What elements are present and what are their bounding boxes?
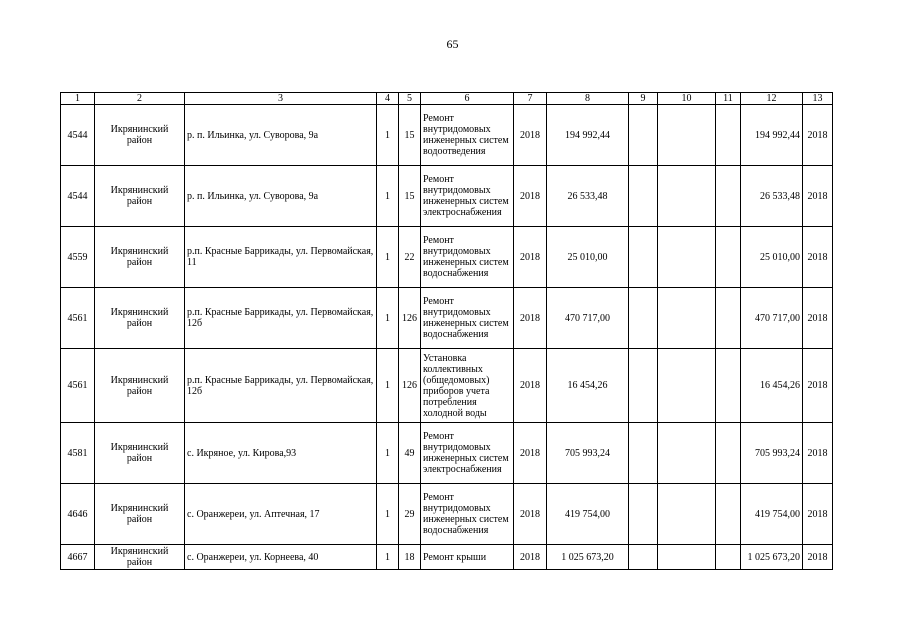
column-header: 6: [421, 93, 514, 105]
col13-cell: 2018: [803, 545, 833, 570]
column-header: 12: [741, 93, 803, 105]
col13-cell: 2018: [803, 349, 833, 423]
col4-cell: 1: [377, 484, 399, 545]
work-type-cell: Ремонт внутридомовых инженерных систем электроснабжения: [421, 166, 514, 227]
column-header: 2: [95, 93, 185, 105]
address-cell: р.п. Красные Баррикады, ул. Первомайская, 12б: [185, 288, 377, 349]
district-cell: Икрянинский район: [95, 349, 185, 423]
table-row: [61, 349, 833, 423]
total-cell: 419 754,00: [741, 484, 803, 545]
col4-cell: 1: [377, 288, 399, 349]
col9-cell: [629, 423, 658, 484]
col11-cell: [716, 166, 741, 227]
address-cell: р.п. Красные Баррикады, ул. Первомайская, 11: [185, 227, 377, 288]
district-cell: Икрянинский район: [95, 484, 185, 545]
col10-cell: [658, 166, 716, 227]
col13-cell: 2018: [803, 288, 833, 349]
col10-cell: [658, 288, 716, 349]
col5-cell: 15: [399, 105, 421, 166]
year-cell: 2018: [514, 484, 547, 545]
col9-cell: [629, 545, 658, 570]
page-number: 65: [446, 37, 459, 51]
column-header: 3: [185, 93, 377, 105]
col10-cell: [658, 349, 716, 423]
col5-cell: 49: [399, 423, 421, 484]
col11-cell: [716, 105, 741, 166]
col11-cell: [716, 288, 741, 349]
amount-cell: 470 717,00: [547, 288, 629, 349]
address-cell: р. п. Ильинка, ул. Суворова, 9а: [185, 166, 377, 227]
column-number-row: [61, 93, 833, 105]
total-cell: 26 533,48: [741, 166, 803, 227]
work-type-cell: Ремонт внутридомовых инженерных систем водоснабжения: [421, 227, 514, 288]
col5-cell: 126: [399, 349, 421, 423]
col10-cell: [658, 227, 716, 288]
col4-cell: 1: [377, 349, 399, 423]
work-type-cell: Ремонт внутридомовых инженерных систем водоснабжения: [421, 288, 514, 349]
column-header: 7: [514, 93, 547, 105]
col9-cell: [629, 288, 658, 349]
col13-cell: 2018: [803, 423, 833, 484]
row-id: 4544: [61, 166, 95, 227]
col11-cell: [716, 545, 741, 570]
table-row: [61, 105, 833, 166]
address-cell: р. п. Ильинка, ул. Суворова, 9а: [185, 105, 377, 166]
col13-cell: 2018: [803, 105, 833, 166]
col10-cell: [658, 105, 716, 166]
row-id: 4581: [61, 423, 95, 484]
row-id: 4561: [61, 288, 95, 349]
year-cell: 2018: [514, 349, 547, 423]
column-header: 13: [803, 93, 833, 105]
col10-cell: [658, 423, 716, 484]
table-row: [61, 423, 833, 484]
district-cell: Икрянинский район: [95, 105, 185, 166]
table-row: [61, 484, 833, 545]
row-id: 4561: [61, 349, 95, 423]
amount-cell: 25 010,00: [547, 227, 629, 288]
column-header: 9: [629, 93, 658, 105]
row-id: 4559: [61, 227, 95, 288]
total-cell: 194 992,44: [741, 105, 803, 166]
year-cell: 2018: [514, 423, 547, 484]
col9-cell: [629, 166, 658, 227]
table-row: [61, 166, 833, 227]
col5-cell: 29: [399, 484, 421, 545]
total-cell: 705 993,24: [741, 423, 803, 484]
repair-program-table: [60, 92, 833, 570]
address-cell: с. Оранжереи, ул. Корнеева, 40: [185, 545, 377, 570]
total-cell: 16 454,26: [741, 349, 803, 423]
amount-cell: 26 533,48: [547, 166, 629, 227]
col5-cell: 18: [399, 545, 421, 570]
col9-cell: [629, 105, 658, 166]
amount-cell: 194 992,44: [547, 105, 629, 166]
col4-cell: 1: [377, 105, 399, 166]
col4-cell: 1: [377, 227, 399, 288]
total-cell: 25 010,00: [741, 227, 803, 288]
work-type-cell: Ремонт внутридомовых инженерных систем водоотведения: [421, 105, 514, 166]
district-cell: Икрянинский район: [95, 227, 185, 288]
year-cell: 2018: [514, 166, 547, 227]
col4-cell: 1: [377, 166, 399, 227]
work-type-cell: Ремонт внутридомовых инженерных систем водоснабжения: [421, 484, 514, 545]
column-header: 5: [399, 93, 421, 105]
column-header: 10: [658, 93, 716, 105]
work-type-cell: Установка коллективных (общедомовых) приборов учета потребления холодной воды: [421, 349, 514, 423]
column-header: 4: [377, 93, 399, 105]
table-row: [61, 227, 833, 288]
col11-cell: [716, 227, 741, 288]
district-cell: Икрянинский район: [95, 423, 185, 484]
col13-cell: 2018: [803, 166, 833, 227]
amount-cell: 1 025 673,20: [547, 545, 629, 570]
work-type-cell: Ремонт внутридомовых инженерных систем электроснабжения: [421, 423, 514, 484]
col10-cell: [658, 545, 716, 570]
district-cell: Икрянинский район: [95, 166, 185, 227]
address-cell: р.п. Красные Баррикады, ул. Первомайская, 12б: [185, 349, 377, 423]
year-cell: 2018: [514, 288, 547, 349]
address-cell: с. Оранжереи, ул. Аптечная, 17: [185, 484, 377, 545]
col9-cell: [629, 484, 658, 545]
row-id: 4646: [61, 484, 95, 545]
address-cell: с. Икряное, ул. Кирова,93: [185, 423, 377, 484]
total-cell: 470 717,00: [741, 288, 803, 349]
col5-cell: 15: [399, 166, 421, 227]
district-cell: Икрянинский район: [95, 545, 185, 570]
col10-cell: [658, 484, 716, 545]
year-cell: 2018: [514, 545, 547, 570]
col11-cell: [716, 423, 741, 484]
work-type-cell: Ремонт крыши: [421, 545, 514, 570]
col9-cell: [629, 349, 658, 423]
row-id: 4544: [61, 105, 95, 166]
column-header: 1: [61, 93, 95, 105]
district-cell: Икрянинский район: [95, 288, 185, 349]
column-header: 11: [716, 93, 741, 105]
amount-cell: 419 754,00: [547, 484, 629, 545]
table-row: [61, 288, 833, 349]
col4-cell: 1: [377, 545, 399, 570]
amount-cell: 16 454,26: [547, 349, 629, 423]
col11-cell: [716, 349, 741, 423]
col11-cell: [716, 484, 741, 545]
col5-cell: 22: [399, 227, 421, 288]
amount-cell: 705 993,24: [547, 423, 629, 484]
total-cell: 1 025 673,20: [741, 545, 803, 570]
year-cell: 2018: [514, 227, 547, 288]
col4-cell: 1: [377, 423, 399, 484]
col13-cell: 2018: [803, 227, 833, 288]
column-header: 8: [547, 93, 629, 105]
year-cell: 2018: [514, 105, 547, 166]
col5-cell: 126: [399, 288, 421, 349]
col9-cell: [629, 227, 658, 288]
row-id: 4667: [61, 545, 95, 570]
table-row: [61, 545, 833, 570]
col13-cell: 2018: [803, 484, 833, 545]
